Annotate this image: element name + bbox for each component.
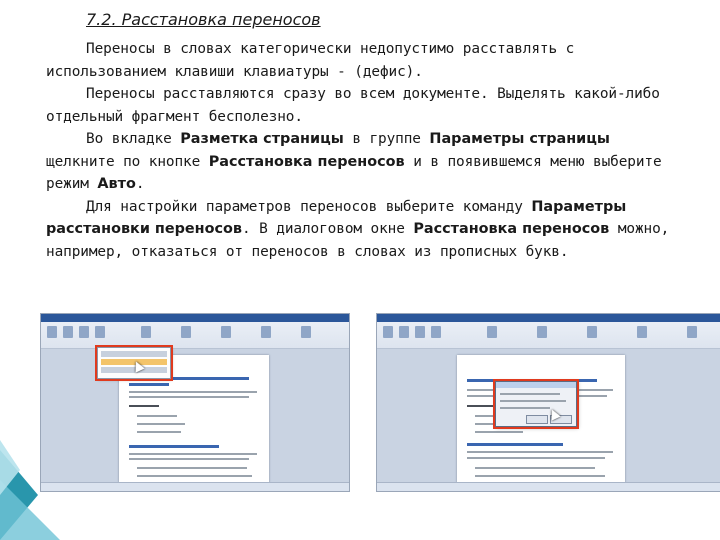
text: щелкните по кнопке — [46, 153, 209, 170]
screenshot-hyphenation-dialog — [376, 313, 720, 492]
text: . В диалоговом окне — [242, 221, 414, 237]
text: Во вкладке — [86, 131, 181, 147]
body-text — [46, 38, 686, 263]
paragraph-3 — [46, 128, 686, 196]
document-area — [377, 349, 720, 483]
section-heading: 7.2. Расстановка переносов — [86, 10, 321, 29]
document-area — [41, 349, 349, 483]
bold-term: Расстановка переносов — [413, 221, 610, 237]
screenshot-hyphenation-menu — [40, 313, 350, 492]
ribbon — [41, 314, 349, 349]
paragraph-2: Переносы расставляются сразу во всем документе. Выделять какой-либо отдельный фрагмент бесполезно. — [46, 86, 660, 125]
ribbon — [377, 314, 720, 349]
bold-term: Разметка страницы — [180, 131, 344, 147]
status-bar — [377, 482, 720, 491]
text: в группе — [343, 131, 430, 147]
status-bar — [41, 482, 349, 491]
text: можно, например, отказаться от переносов в словах из прописных букв. — [46, 221, 670, 260]
paragraph-4 — [46, 196, 686, 264]
text: . — [135, 176, 145, 192]
text: Для настройки параметров переносов выберите команду — [86, 198, 532, 215]
bold-term: Параметры расстановки переносов — [46, 198, 627, 237]
bold-term: Расстановка переносов — [208, 153, 405, 170]
bold-term: Авто — [97, 176, 136, 192]
highlight-frame — [493, 379, 579, 429]
paragraph-1: Переносы в словах категорически недопустимо расставлять с использованием клавиши клавиатуры - (дефис). — [46, 41, 575, 80]
bold-term: Параметры страницы — [429, 131, 610, 147]
text: и в появившемся меню выберите режим — [46, 153, 662, 192]
